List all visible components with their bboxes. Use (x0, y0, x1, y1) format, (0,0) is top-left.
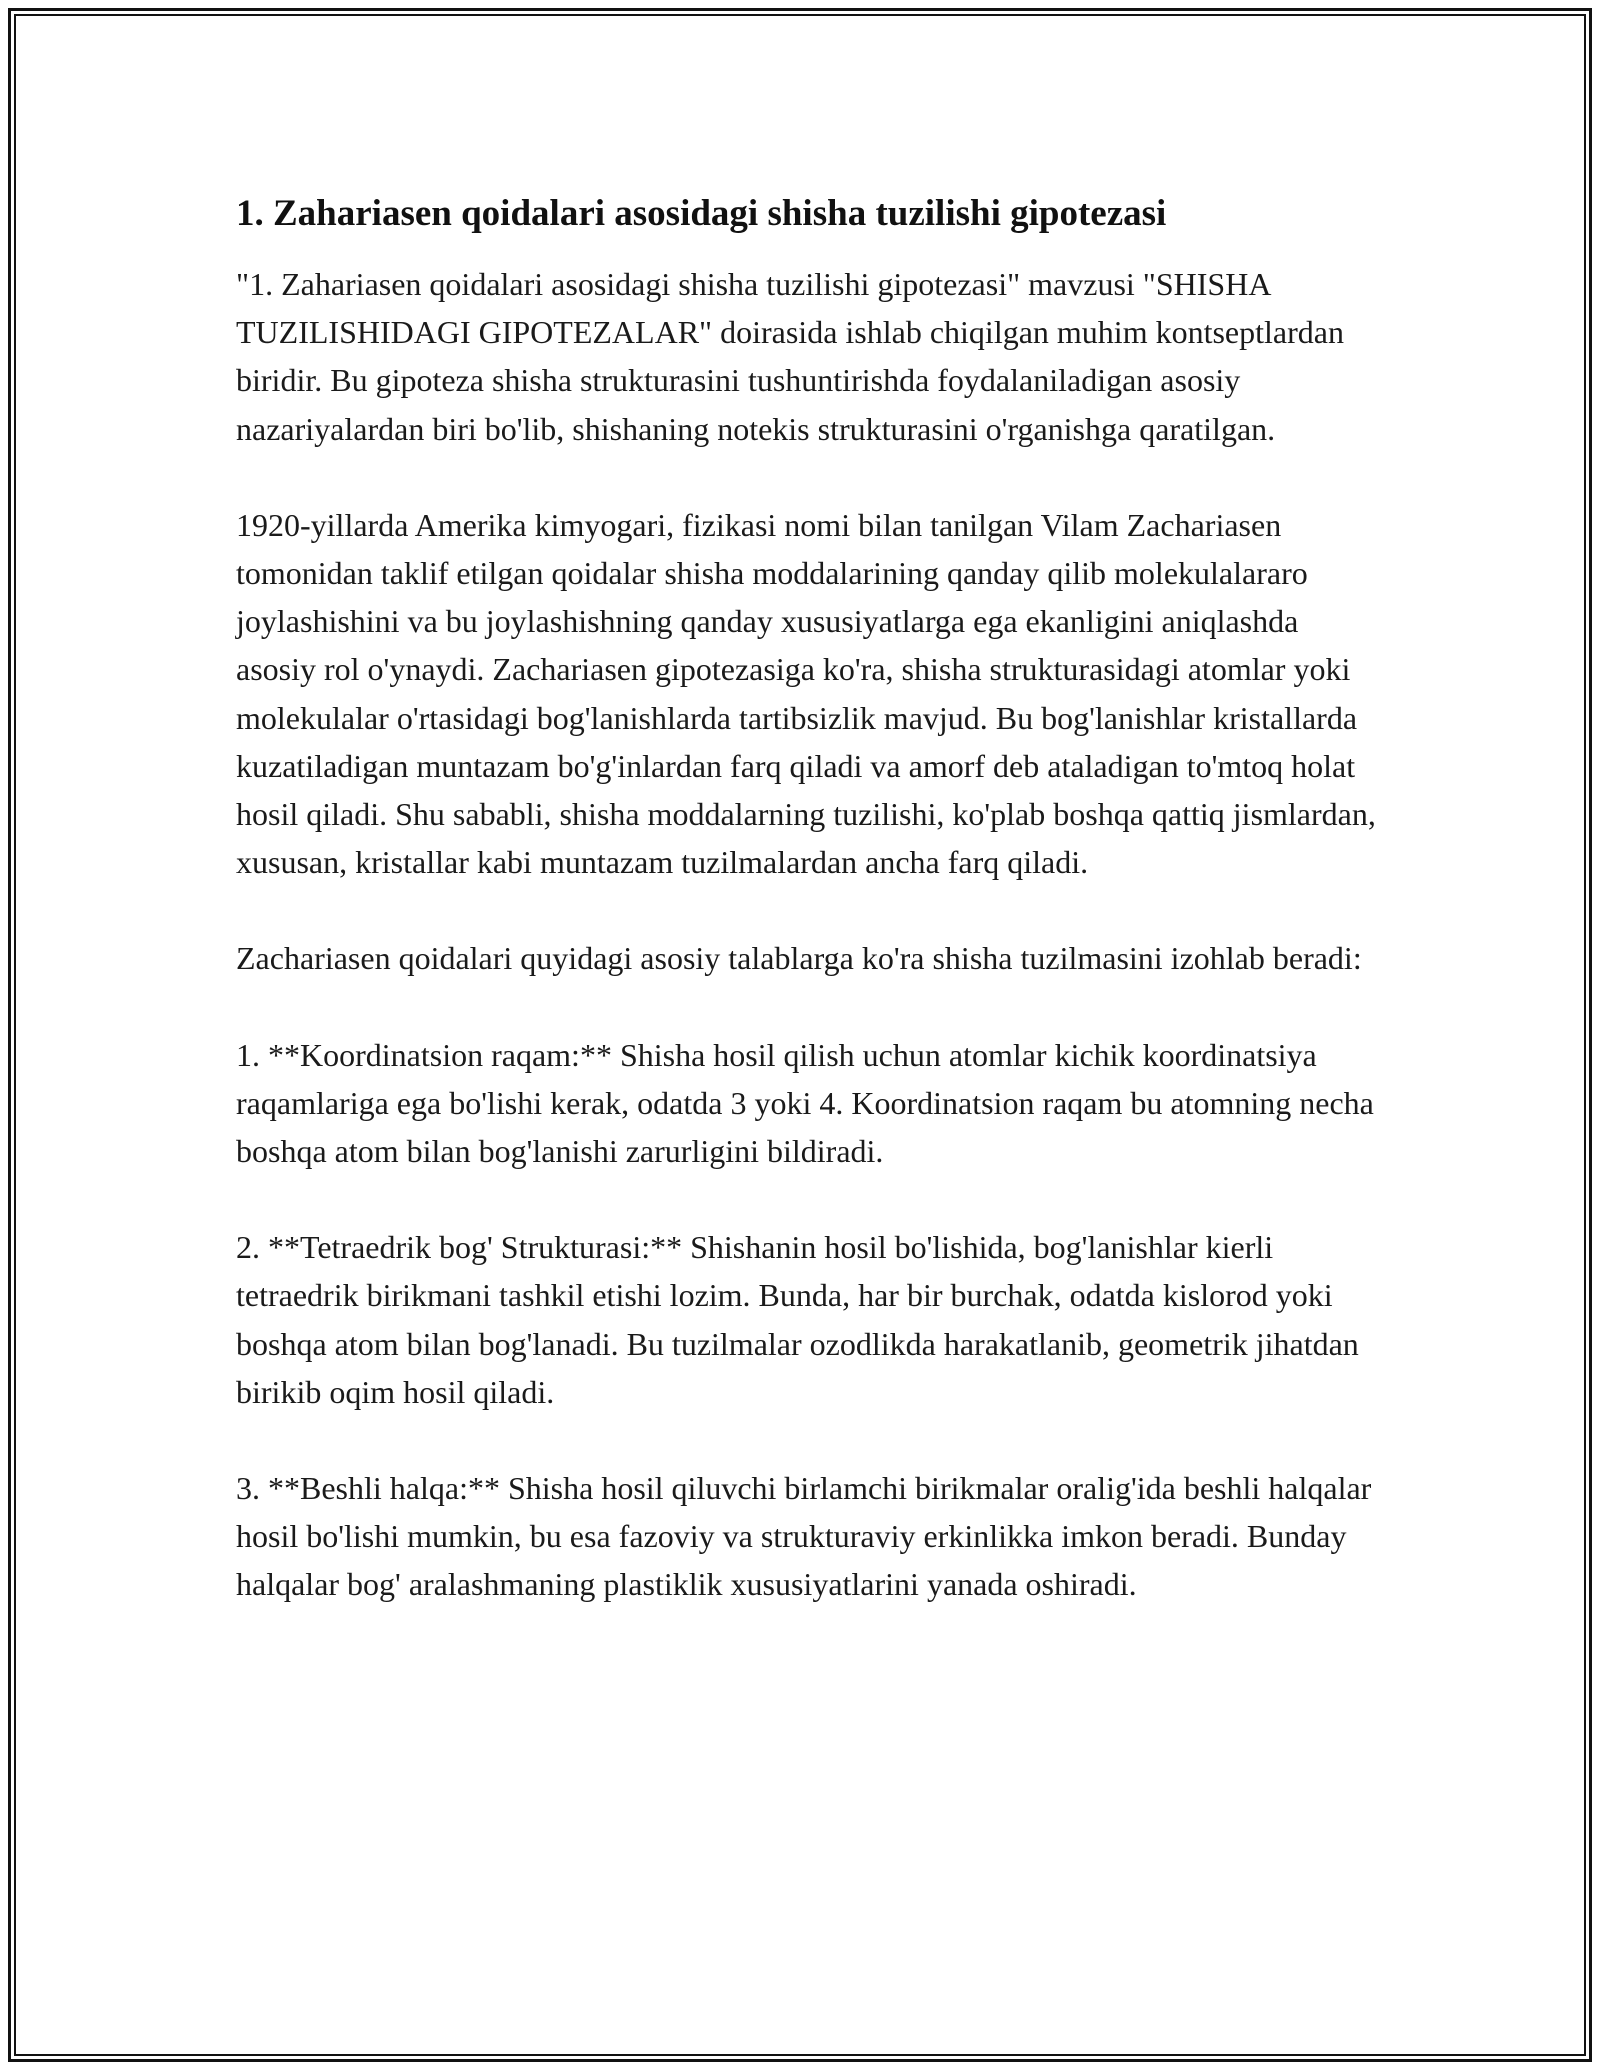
section-heading: 1. Zahariasen qoidalari asosidagi shisha tuzilishi gipotezasi (236, 193, 1167, 234)
paragraph-rule-five-ring: 3. **Beshli halqa:** Shisha hosil qiluvchi birlamchi birikmalar oralig'ida beshli halqalar hosil bo'lishi mumkin, bu esa fazoviy va strukturaviy erkinlikka imkon beradi. Bunday halqalar bog' aralashmaning plastiklik xususiyatlarini yanada oshiradi. (236, 1470, 1372, 1603)
paragraph-requirements-intro: Zachariasen qoidalari quyidagi asosiy talablarga ko'ra shisha tuzilmasini izohlab beradi: (236, 940, 1362, 977)
paragraph-rule-coordination: 1. **Koordinatsion raqam:** Shisha hosil qilish uchun atomlar kichik koordinatsiya raqamlariga ega bo'lishi kerak, odatda 3 yoki 4. Koordinatsion raqam bu atomning necha boshqa atom bilan bog'lanishi zarurligini bildiradi. (236, 1036, 1374, 1170)
paragraph-intro: "1. Zahariasen qoidalari asosidagi shisha tuzilishi gipotezasi" mavzusi "SHISHA TUZILISHIDAGI GIPOTEZALAR" doirasida ishlab chiqilgan muhim kontseptlardan biridir. Bu gipoteza shisha strukturasini tushuntirishda foydalaniladigan asosiy nazariyalardan biri bo'lib, shishaning notekis strukturasini o'rganishga qaratilgan. (236, 266, 1344, 447)
document-body (236, 188, 1386, 1657)
paragraph-history: 1920-yillarda Amerika kimyogari, fizikasi nomi bilan tanilgan Vilam Zachariasen tomonidan taklif etilgan qoidalar shisha moddalarining qanday qilib molekulalararo joylashishini va bu joylashishning qanday xususiyatlarga ega ekanligini aniqlashda asosiy rol o'ynaydi. Zachariasen gipotezasiga ko'ra, shisha strukturasidagi atomlar yoki molekulalar o'rtasidagi bog'lanishlarda tartibsizlik mavjud. Bu bog'lanishlar kristallarda kuzatiladigan muntazam bo'g'inlardan farq qiladi va amorf deb ataladigan to'mtoq holat hosil qiladi. Shu sababli, shisha moddalarning tuzilishi, ko'plab boshqa qattiq jismlardan, xususan, kristallar kabi muntazam tuzilmalardan ancha farq qiladi. (236, 506, 1376, 881)
paragraph-rule-tetrahedral: 2. **Tetraedrik bog' Strukturasi:** Shishanin hosil bo'lishida, bog'lanishlar kierli tetraedrik birikmani tashkil etishi lozim. Bunda, har bir burchak, odatda kislorod yoki boshqa atom bilan bog'lanadi. Bu tuzilmalar ozodlikda harakatlanib, geometrik jihatdan birikib oqim hosil qiladi. (236, 1229, 1359, 1410)
